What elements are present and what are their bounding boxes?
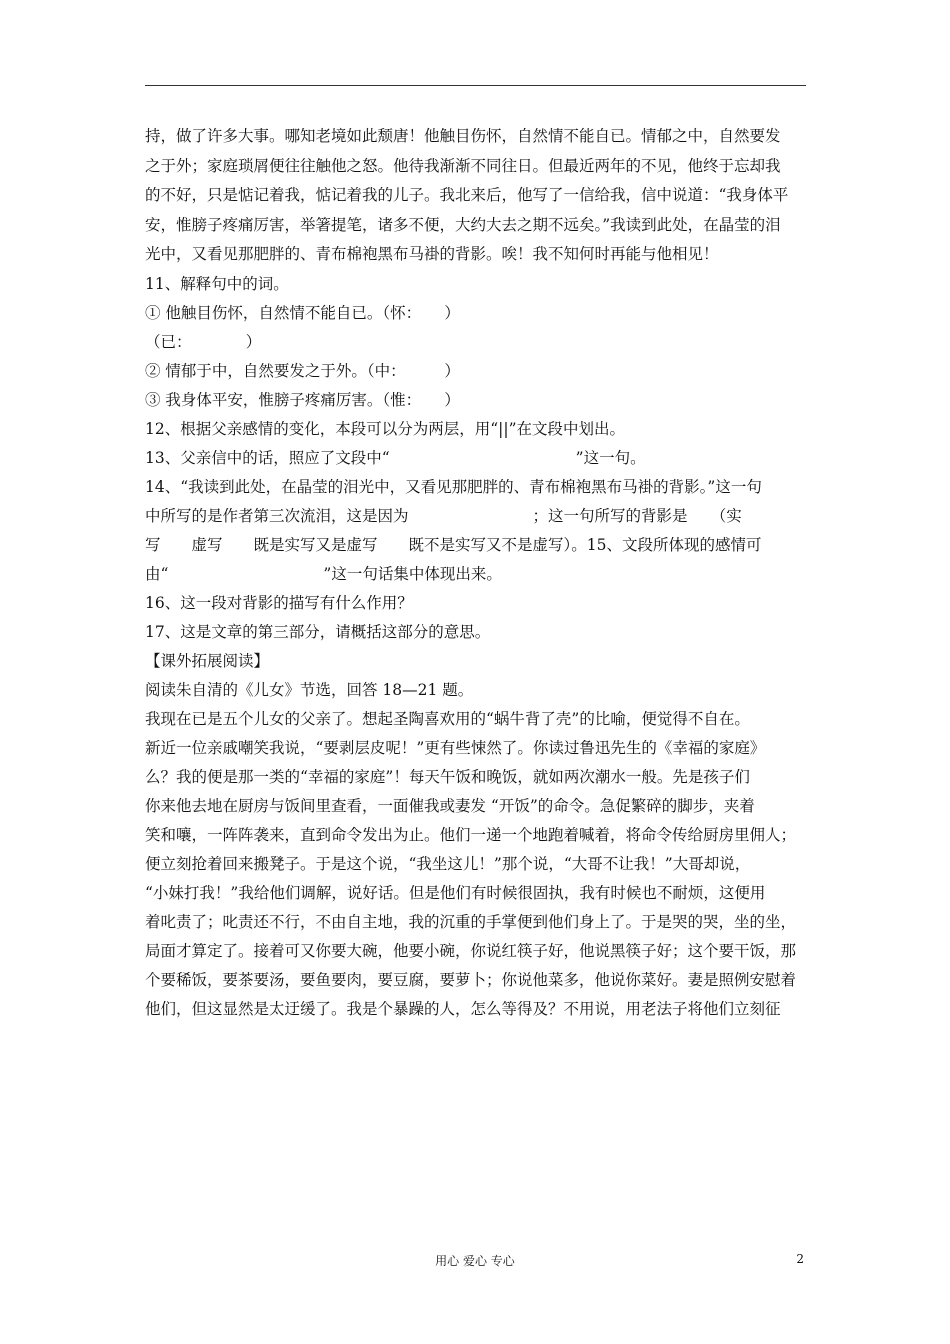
text-line: “小妹打我！”我给他们调解，说好话。但是他们有时候很固执，我有时候也不耐烦，这便用 <box>145 883 766 902</box>
page-content <box>145 122 813 1024</box>
text-line: 么？我的便是那一类的“幸福的家庭”！每天午饭和晚饭，就如两次潮水一般。先是孩子们 <box>145 767 750 786</box>
passage-paragraph <box>145 122 813 270</box>
header-rule <box>145 85 806 86</box>
text-line: 新近一位亲戚嘲笑我说，“要剥层皮呢！”更有些悚然了。你读过鲁迅先生的《幸福的家庭》 <box>145 738 766 757</box>
question-11-item-3: ③ 我身体平安，惟膀子疼痛厉害。（惟： ） <box>145 390 460 409</box>
question-14-15: 写 虚写 既是实写又是虚写 既不是实写又不是虚写）。15、文段所体现的感情可 <box>145 535 762 554</box>
page-footer <box>0 1252 950 1270</box>
reading-intro: 阅读朱自清的《儿女》节选，回答 18—21 题。 <box>145 680 474 699</box>
text-line: 他们，但这显然是太迂缓了。我是个暴躁的人，怎么等得及？不用说，用老法子将他们立刻征 <box>145 999 781 1018</box>
page-number: 2 <box>796 1252 804 1266</box>
text-line: 之于外；家庭琐屑便往往触他之怒。他待我渐渐不同往日。但最近两年的不见，他终于忘却我 <box>145 156 781 175</box>
text-line: 的不好，只是惦记着我，惦记着我的儿子。我北来后，他写了一信给我，信中说道：“我身体平 <box>145 186 789 204</box>
question-17: 17、这是文章的第三部分，请概括这部分的意思。 <box>145 622 491 641</box>
question-list <box>145 270 813 647</box>
question-11-item-1b: （已： ） <box>145 332 262 351</box>
question-13: 13、父亲信中的话，照应了文段中“ ”这一句。 <box>145 448 646 467</box>
section-heading: 【课外拓展阅读】 <box>145 651 270 670</box>
text-line: 着叱责了；叱责还不行，不由自主地，我的沉重的手掌便到他们身上了。于是哭的哭，坐的坐， <box>145 912 797 931</box>
text-line: 安，惟膀子疼痛厉害，举箸提笔，诸多不便，大约大去之期不远矣。”我读到此处，在晶莹的泪 <box>145 215 781 234</box>
question-11-item-2: ② 情郁于中，自然要发之于外。（中： ） <box>145 361 460 380</box>
question-16: 16、这一段对背影的描写有什么作用？ <box>145 593 413 612</box>
text-line: 我现在已是五个儿女的父亲了。想起圣陶喜欢用的“蜗牛背了壳”的比喻，便觉得不自在。 <box>145 709 750 728</box>
text-line: 你来他去地在厨房与饭间里查看，一面催我或妻发 “开饭”的命令。急促繁碎的脚步，夹着 <box>145 796 755 815</box>
footer-text: 用心 爱心 专心 <box>435 1254 515 1268</box>
text-line: 个要稀饭，要茶要汤，要鱼要肉，要豆腐，要萝卜；你说他菜多，他说你菜好。妻是照例安慰着 <box>145 970 797 989</box>
question-14-cont: 中所写的是作者第三次流泪，这是因为 ；这一句所写的背影是 （实 <box>145 506 742 525</box>
text-line: 持，做了许多大事。哪知老境如此颓唐！他触目伤怀，自然情不能自已。情郁之中，自然要发 <box>145 127 781 145</box>
text-line: 光中，又看见那肥胖的、青布棉袍黑布马褂的背影。唉！我不知何时再能与他相见！ <box>145 245 719 263</box>
reading-passage <box>145 705 813 1024</box>
question-11-item-1: ① 他触目伤怀，自然情不能自已。（怀： ） <box>145 303 460 322</box>
text-line: 便立刻抢着回来搬凳子。于是这个说，“我坐这儿！”那个说，“大哥不让我！”大哥却说， <box>145 854 751 873</box>
question-12: 12、根据父亲感情的变化，本段可以分为两层，用“||”在文段中划出。 <box>145 419 626 438</box>
question-14: 14、“我读到此处，在晶莹的泪光中，又看见那肥胖的、青布棉袍黑布马褂的背影。”这一句 <box>145 477 762 496</box>
question-15-cont: 由“ ”这一句话集中体现出来。 <box>145 564 502 583</box>
text-line: 笑和嚷，一阵阵袭来，直到命令发出为止。他们一递一个地跑着喊着，将命令传给厨房里佣人； <box>145 825 797 844</box>
question-11: 11、解释句中的词。 <box>145 274 289 293</box>
text-line: 局面才算定了。接着可又你要大碗，他要小碗，你说红筷子好，他说黑筷子好；这个要干饭，那 <box>145 941 797 960</box>
